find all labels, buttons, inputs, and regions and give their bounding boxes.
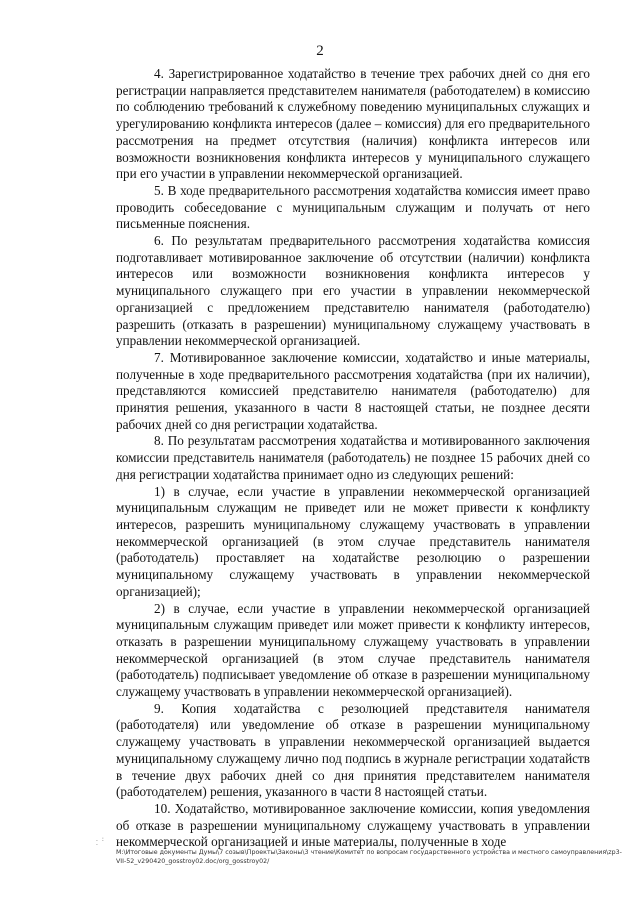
paragraph-10: 10. Ходатайство, мотивированное заключение комиссии, копия уведомления об отказе в разрешении муниципальному служащему участвовать в управлении некоммерческой организацией и иные материалы, полученные в ходе	[116, 800, 590, 850]
paragraph-8: 8. По результатам рассмотрения ходатайства и мотивированного заключения комиссии представитель нанимателя (работодатель) не позднее 15 рабочих дней со дня регистрации ходатайства принимает одно из следующих решений:	[116, 433, 590, 482]
page-number: 2	[316, 43, 324, 59]
document-body	[116, 66, 590, 851]
subparagraph-8-2: 2) в случае, если участие в управлении некоммерческой организацией муниципальным служащим приведет или может привести к конфликту интересов, отказать в разрешении муниципальному служащему участвовать в управлении некоммерческой организацией (в этом случае представитель нанимателя (работодатель) подписывает уведомление об отказе в разрешении муниципальному служащему участвовать в управлении некоммерческой организацией).	[116, 600, 590, 700]
paragraph-6: 6. По результатам предварительного рассмотрения ходатайства комиссия подготавливает мотивированное заключение об отсутствии (наличии) конфликта интересов или возможности возникновения конфликта интересов у муниципального служащего при его участии в управлении некоммерческой организацией с предложением представителю нанимателя (работодателю) разрешить (отказать в разрешении) муниципальному служащему участвовать в управлении некоммерческой организацией.	[116, 233, 590, 349]
footer-ticks: . : .	[96, 836, 105, 847]
paragraph-4: 4. Зарегистрированное ходатайство в течение трех рабочих дней со дня его регистрации направляется представителем нанимателя (работодателем) в комиссию по соблюдению требований к служебному поведению муниципальных служащих и урегулированию конфликта интересов (далее – комиссия) для его предварительного рассмотрения на предмет отсутствия (наличия) конфликта интересов или возможности возникновения конфликта интересов у муниципального служащего при его участии в управлении некоммерческой организацией.	[116, 66, 590, 182]
paragraph-7: 7. Мотивированное заключение комиссии, ходатайство и иные материалы, полученные в ходе предварительного рассмотрения ходатайства (при их наличии), представляются комиссией представителю нанимателя (работодателю) для принятия решения, указанного в части 8 настоящей статьи, не позднее десяти рабочих дней со дня регистрации ходатайства.	[116, 349, 590, 432]
subparagraph-8-1: 1) в случае, если участие в управлении некоммерческой организацией муниципальным служащим не приведет или не может привести к конфликту интересов, разрешить муниципальному служащему участвовать в управлении некоммерческой организацией (в этом случае представитель нанимателя (работодатель) проставляет на ходатайстве резолюцию о разрешении муниципальному служащему участвовать в управлении некоммерческой организацией);	[116, 483, 590, 599]
footer-file-path: M:\Итоговые документы Думы\7 созыв\Проекты\Законы\3 чтение\Комитет по вопросам государственного устройства и местного самоуправления\zp3-VII-52_v290420_gosstroy02.doc/org_gosstroy02/	[116, 849, 622, 865]
paragraph-5: 5. В ходе предварительного рассмотрения ходатайства комиссия имеет право проводить собеседование с муниципальным служащим и получать от него письменные пояснения.	[116, 182, 590, 232]
paragraph-9: 9. Копия ходатайства с резолюцией представителя нанимателя (работодателя) или уведомление об отказе в разрешении муниципальному служащему участвовать в управлении некоммерческой организацией выдается муниципальному служащему лично под подпись в журнале регистрации ходатайств в течение двух рабочих дней со дня принятия представителем нанимателя (работодателем) решения, указанного в части 8 настоящей статьи.	[116, 700, 590, 800]
